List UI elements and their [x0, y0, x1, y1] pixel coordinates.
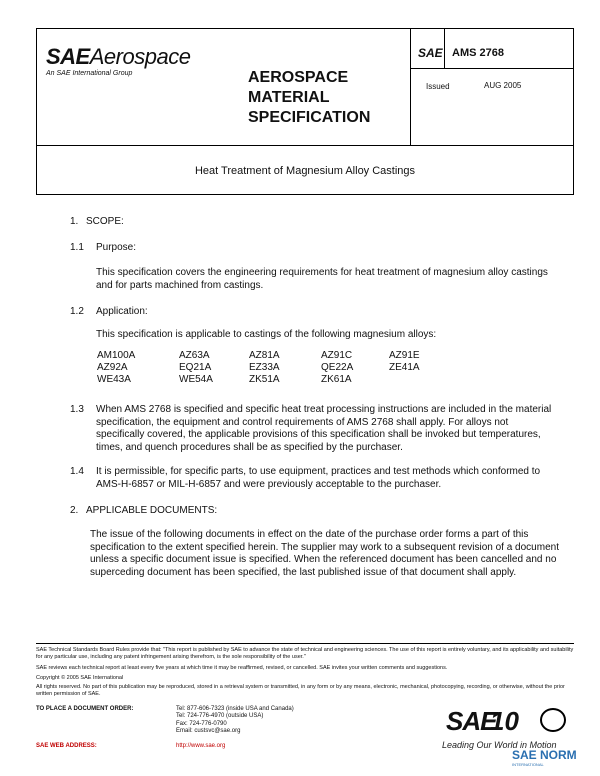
footer-rule: [36, 643, 574, 644]
header-hline: [410, 68, 574, 69]
sae-norm-watermark: SAE NORM: [512, 748, 577, 762]
alloy-item: ZK51A: [249, 374, 280, 385]
header-divider-small: [444, 28, 445, 68]
sae-norm-sub: INTERNATIONAL: [512, 762, 544, 767]
section-2-title: APPLICABLE DOCUMENTS:: [86, 505, 218, 516]
alloy-item: EQ21A: [179, 362, 212, 373]
document-title: Heat Treatment of Magnesium Alloy Castings: [194, 165, 416, 177]
header-divider: [410, 28, 411, 146]
section-1-title: SCOPE:: [86, 216, 124, 227]
sae-100-number: 10: [490, 706, 519, 736]
footer-rights-text: All rights reserved. No part of this publication may be reproduced, stored in a retrieval system or transmitted, in any form or by any means, electronic, mechanical, photocopying, recording, or otherwise, without the prior written permission of SAE.: [36, 684, 565, 697]
footer-review-text: SAE reviews each technical report at least every five years at which time it may be reaffirmed, revised, or cancelled. SAE invites your written comments and suggestions.: [36, 665, 448, 671]
section-1-2-title: Application:: [96, 306, 148, 317]
alloy-item: EZ33A: [249, 362, 280, 373]
section-1-4-number: 1.4: [70, 466, 84, 477]
fax: Fax: 724-776-0790: [176, 720, 227, 727]
footer-rules-text: SAE Technical Standards Board Rules provide that: "This report is published by SAE to advance the state of technical and engineering sciences. The use of this report is entirely voluntary, and its applicability and suitability for any particular use, including any patent infringement arising therefrom, is the sole responsibility of the user.": [36, 647, 574, 660]
sae-100-circle-icon: [540, 708, 566, 732]
section-1-3-text: When AMS 2768 is specified and specific heat treat processing instructions are included in the material specification, the equipment and control requirements of AMS 2768 shall apply. For alloys not specifically covered, the applicable provisions of this specification shall be invoked but temperatures, times, and quench procedures shall be as specified by the purchaser.: [96, 404, 552, 453]
email: Email: custsvc@sae.org: [176, 728, 241, 735]
alloy-item: AM100A: [97, 350, 136, 361]
issued-label: Issued: [426, 82, 450, 91]
alloy-list: [97, 350, 449, 386]
phone-outside: Tel: 724-776-4970 (outside USA): [176, 713, 264, 720]
sae-tagline: Leading Our World in Motion: [442, 740, 557, 750]
contact-info: [176, 706, 294, 736]
alloy-item: AZ63A: [179, 350, 210, 361]
alloy-item: ZE41A: [389, 362, 420, 373]
section-2-number: 2.: [70, 505, 79, 516]
web-address-link[interactable]: http://www.sae.org: [176, 743, 226, 749]
section-1-1-text: This specification covers the engineering requirements for heat treatment of magnesium alloy castings and for parts machined from castings.: [96, 267, 548, 291]
alloy-item: AZ81A: [249, 350, 280, 361]
alloy-item: AZ91C: [321, 350, 353, 361]
document-number: AMS 2768: [452, 47, 504, 59]
section-1-2-text: This specification is applicable to castings of the following magnesium alloys:: [96, 329, 437, 340]
sae-aerospace-logo: SAEAerospace: [46, 44, 191, 69]
alloy-item: WE43A: [97, 374, 131, 385]
issued-date: AUG 2005: [484, 81, 522, 90]
phone-inside: Tel: 877-606-7323 (inside USA and Canada): [176, 706, 294, 712]
alloy-item: ZK61A: [321, 374, 352, 385]
section-1-1-number: 1.1: [70, 242, 84, 253]
sae-100-logo: SAE: [446, 706, 497, 736]
section-1-3-number: 1.3: [70, 404, 84, 415]
logo-subtitle: An SAE International Group: [46, 70, 133, 77]
alloy-item: AZ91E: [389, 350, 420, 361]
alloy-item: QE22A: [321, 362, 354, 373]
sae-mini-logo: SAE: [418, 46, 443, 60]
section-1-1-title: Purpose:: [96, 242, 137, 253]
web-address-label: SAE WEB ADDRESS:: [36, 743, 97, 749]
section-1-number: 1.: [70, 216, 79, 227]
alloy-item: WE54A: [179, 374, 213, 385]
section-2-text: The issue of the following documents in effect on the date of the purchase order forms a part of this specification to the extent specified herein. The supplier may work to a subsequent revision of a document unless a specific document issue is specified. When the referenced document has been cancelled and no superceding document has been specified, the last published issue of that document shall apply.: [90, 529, 559, 578]
section-1-2-number: 1.2: [70, 306, 84, 317]
alloy-item: AZ92A: [97, 362, 128, 373]
spec-type-title: AEROSPACE MATERIAL SPECIFICATION: [248, 69, 371, 126]
footer-copyright: Copyright © 2005 SAE International: [36, 675, 124, 681]
section-1-4-text: It is permissible, for specific parts, to use equipment, practices and test methods which conformed to AMS-H-6857 or MIL-H-6857 and were previously acceptable to the purchaser.: [96, 466, 541, 490]
order-label: TO PLACE A DOCUMENT ORDER:: [36, 706, 134, 712]
